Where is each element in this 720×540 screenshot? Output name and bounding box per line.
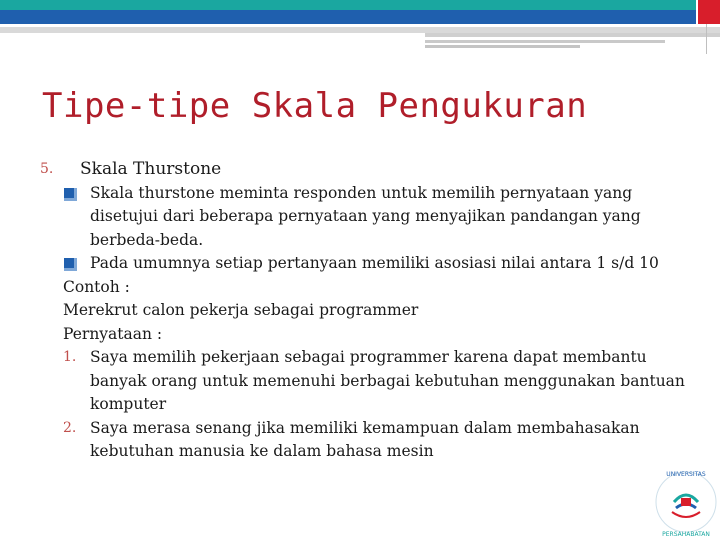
section-number: 5. bbox=[40, 161, 54, 177]
red-corner-block bbox=[698, 0, 720, 24]
square-bullet-icon bbox=[64, 188, 77, 201]
statement-label: Pernyataan : bbox=[63, 324, 163, 343]
svg-text:PERSAHABATAN: PERSAHABATAN bbox=[662, 531, 710, 538]
section-heading: Skala Thurstone bbox=[80, 159, 222, 179]
vertical-rule bbox=[706, 24, 707, 54]
statement-text: Saya memilih pekerjaan sebagai programmer karena dapat membantu banyak orang untuk memenuhi berbagai kebutuhan menggunakan bantuan komputer bbox=[90, 348, 685, 413]
svg-text:UNIVERSITAS: UNIVERSITAS bbox=[666, 471, 706, 478]
bullet-text: Skala thurstone meminta responden untuk memilih pernyataan yang disetujui dari beberapa pernyataan yang menyajikan pandangan yang berbeda-beda. bbox=[90, 183, 641, 249]
statement-number: 2. bbox=[63, 419, 77, 436]
statement-number: 1. bbox=[63, 349, 77, 365]
statement-item bbox=[40, 346, 690, 417]
header-band bbox=[0, 0, 720, 50]
teal-stripe bbox=[0, 0, 720, 10]
grey-stripe-2 bbox=[425, 33, 720, 37]
corner-divider bbox=[696, 0, 698, 24]
bullet-item bbox=[40, 182, 690, 253]
bullet-item bbox=[40, 252, 690, 276]
slide-title: Tipe-tipe Skala Pengukuran bbox=[42, 86, 588, 126]
bullet-text: Pada umumnya setiap pertanyaan memiliki asosiasi nilai antara 1 s/d 10 bbox=[90, 254, 659, 272]
university-logo bbox=[648, 462, 720, 540]
example-text: Merekrut calon pekerja sebagai programmer bbox=[63, 301, 419, 319]
slide-content bbox=[40, 158, 690, 464]
square-bullet-icon bbox=[64, 258, 77, 271]
statement-item bbox=[40, 417, 690, 464]
grey-stripe-4 bbox=[425, 45, 580, 48]
grey-stripe-3 bbox=[425, 40, 665, 43]
statement-text: Saya merasa senang jika memiliki kemampuan dalam membahasakan kebutuhan manusia ke dalam bahasa mesin bbox=[90, 418, 640, 460]
example-label: Contoh : bbox=[63, 277, 130, 296]
blue-stripe bbox=[0, 10, 700, 24]
section-heading-row bbox=[40, 158, 690, 182]
